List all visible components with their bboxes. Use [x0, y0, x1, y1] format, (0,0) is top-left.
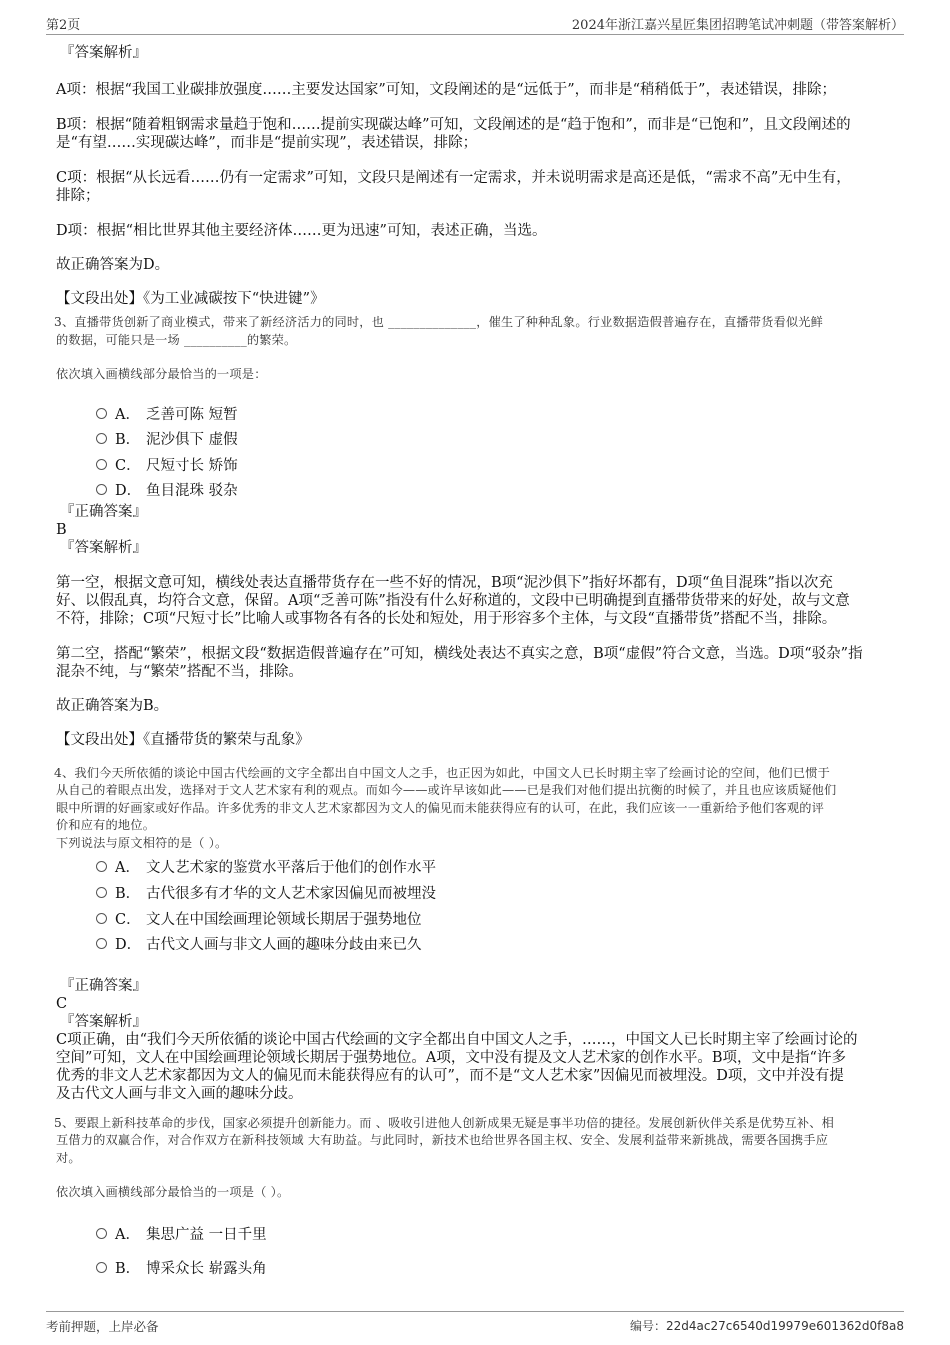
q3-conclusion: 故正确答案为B。 — [56, 697, 169, 714]
page-number: 第2页 — [46, 18, 81, 33]
option-text: 乏善可陈 短暂 — [146, 406, 238, 423]
radio-button[interactable] — [96, 433, 107, 444]
q3-analysis-heading: 『答案解析』 — [60, 539, 147, 556]
q2-analysis-b-line2: 是“有望……实现碳达峰”，而非是“提前实现”，表述错误，排除； — [56, 135, 478, 151]
option-letter: B． — [115, 885, 141, 902]
q2-analysis-c-line1: C项：根据“从长远看……仍有一定需求”可知，文段只是阐述有一定需求，并未说明需求是高还是低，“需求不高”无中生有， — [56, 170, 851, 186]
q5-stem-line1: 5、要跟上新科技革命的步伐，国家必须提升创新能力。而 、吸收引进他人创新成果无疑是事半功倍的捷径。发展创新伙伴关系是优势互补、相 — [54, 1115, 835, 1130]
q3-source: 【文段出处】《直播带货的繁荣与乱象》 — [56, 731, 310, 748]
option-letter: C． — [115, 457, 141, 474]
option-letter: D． — [115, 937, 142, 954]
q5-stem-line2: 互借力的双赢合作，对合作双方在新科技领域 大有助益。与此同时，新技术也给世界各国主权、安全、发展利益带来新挑战，需要各国携手应 — [56, 1133, 829, 1148]
q3-analysis-blank1-line3: 不符，排除；C项“尺短寸长”比喻人或事物各有各的长处和短处，用于形容多个主体，与文段“直播带货”搭配不当，排除。 — [56, 610, 837, 627]
option-text: 集思广益 一日千里 — [146, 1226, 267, 1243]
radio-button[interactable] — [96, 1262, 107, 1273]
radio-button[interactable] — [96, 913, 107, 924]
q2-conclusion: 故正确答案为D。 — [56, 257, 170, 273]
option-text: 古代文人画与非文人画的趣味分歧由来已久 — [146, 937, 422, 954]
q4-stem-line4: 价和应有的地位。 — [56, 818, 156, 833]
q3-analysis-blank1-line1: 第一空，根据文意可知，横线处表达直播带货存在一些不好的情况，B项“泥沙俱下”指好坏都有，D项“鱼目混珠”指以次充 — [56, 574, 833, 591]
q3-stem-line1: 3、直播带货创新了商业模式，带来了新经济活力的同时，也 ______________，催生了种种乱象。行业数据造假普遍存在，直播带货看似光鲜 — [54, 315, 824, 329]
q3-analysis-blank2-line1: 第二空，搭配“繁荣”，根据文段“数据造假普遍存在”可知，横线处表达不真实之意，B项“虚假”符合文意，当选。D项“驳杂”指 — [56, 645, 863, 662]
radio-button[interactable] — [96, 459, 107, 470]
document-id: 编号：22d4ac27c6540d19979e601362d0f8a8 — [630, 1319, 904, 1333]
q4-stem-line3: 眼中所谓的好画家或好作品。许多优秀的非文人艺术家都因为文人的偏见而未能获得应有的认可，在此，我们应该一一重新给予他们客观的评 — [56, 800, 825, 815]
radio-button[interactable] — [96, 938, 107, 949]
q5-option-b[interactable] — [56, 1255, 894, 1281]
option-text: 文人艺术家的鉴赏水平落后于他们的创作水平 — [146, 860, 436, 877]
option-letter: A． — [115, 860, 140, 877]
q3-analysis-blank1-line2: 好、以假乱真，均符合文意，保留。A项“乏善可陈”指没有什么好称道的，文段中已明确提到直播带货带来的好处，故与文意 — [56, 592, 850, 609]
q4-stem-line2: 从自己的着眼点出发，选择对于文人艺术家有利的观点。而如今——或许早该如此——已是我们对他们提出抗衡的时候了，并且也应该质疑他们 — [56, 783, 837, 798]
q2-analysis-heading: 『答案解析』 — [60, 45, 147, 61]
option-letter: D． — [115, 483, 142, 500]
q3-answer-heading: 『正确答案』 — [60, 503, 147, 520]
q3-answer: B — [56, 521, 67, 538]
q4-stem-line1: 4、我们今天所依循的谈论中国古代绘画的文字全都出自中国文人之手，也正因为如此，中国文人已长时期主宰了绘画讨论的空间，他们已惯于 — [54, 765, 830, 780]
option-letter: A． — [115, 1226, 140, 1243]
q4-prompt: 下列说法与原文相符的是（ ）。 — [56, 835, 228, 850]
option-letter: C． — [115, 911, 141, 928]
option-text: 古代很多有才华的文人艺术家因偏见而被埋没 — [146, 885, 436, 902]
q2-source: 【文段出处】《为工业减碳按下“快进键”》 — [56, 291, 325, 307]
q2-analysis-c-line2: 排除； — [56, 188, 100, 204]
footer-slogan: 考前押题，上岸必备 — [46, 1319, 159, 1334]
radio-button[interactable] — [96, 408, 107, 419]
q4-answer: C — [56, 995, 68, 1012]
q4-option-b[interactable] — [56, 880, 894, 906]
q3-option-a[interactable] — [56, 401, 894, 427]
q3-stem-line2: 的数据，可能只是一场 __________的繁荣。 — [56, 332, 297, 347]
option-letter: B． — [115, 1260, 141, 1277]
q3-option-b[interactable] — [56, 426, 894, 452]
option-text: 博采众长 崭露头角 — [146, 1260, 267, 1277]
q4-option-c[interactable] — [56, 906, 894, 932]
q4-analysis-line2: 空间”可知，文人在中国绘画理论领域长期居于强势地位。A项，文中没有提及文人艺术家的创作水平。B项，文中是指“许多 — [56, 1049, 846, 1066]
q3-option-d[interactable] — [56, 477, 894, 503]
q5-stem-line3: 对。 — [56, 1150, 81, 1165]
page-footer — [46, 1311, 904, 1336]
q4-analysis-line1: C项正确，由“我们今天所依循的谈论中国古代绘画的文字全都出自中国文人之手，……，中国文人已长时期主宰了绘画讨论的 — [56, 1031, 858, 1048]
q3-analysis-blank2-line2: 混杂不纯，与“繁荣”搭配不当，排除。 — [56, 663, 303, 680]
radio-button[interactable] — [96, 484, 107, 495]
q2-analysis-a: A项：根据“我国工业碳排放强度……主要发达国家”可知，文段阐述的是“远低于”，而非是“稍稍低于”，表述错误，排除； — [56, 82, 836, 98]
page-header — [46, 12, 904, 35]
radio-button[interactable] — [96, 887, 107, 898]
q5-prompt: 依次填入画横线部分最恰当的一项是（ ）。 — [56, 1185, 290, 1200]
q4-option-a[interactable] — [56, 854, 894, 880]
option-letter: B． — [115, 432, 141, 449]
q4-answer-heading: 『正确答案』 — [60, 977, 147, 994]
q4-analysis-line3: 优秀的非文人艺术家都因为文人的偏见而未能获得应有的认可”，而不是“文人艺术家”因偏见而被埋没。D项，文中并没有提 — [56, 1067, 844, 1084]
q5-option-a[interactable] — [56, 1221, 894, 1255]
option-text: 文人在中国绘画理论领域长期居于强势地位 — [146, 911, 422, 928]
document-title: 2024年浙江嘉兴星匠集团招聘笔试冲刺题（带答案解析） — [571, 18, 904, 33]
option-text: 尺短寸长 矫饰 — [146, 457, 238, 474]
q2-analysis-b-line1: B项：根据“随着粗钢需求量趋于饱和……提前实现碳达峰”可知，文段阐述的是“趋于饱和”，而非是“已饱和”，且文段阐述的 — [56, 117, 851, 133]
document-body — [56, 44, 894, 1280]
option-text: 鱼目混珠 驳杂 — [146, 483, 238, 500]
option-letter: A． — [115, 406, 140, 423]
q3-prompt: 依次填入画横线部分最恰当的一项是： — [56, 367, 267, 381]
q2-analysis-d: D项：根据“相比世界其他主要经济体……更为迅速”可知，表述正确，当选。 — [56, 223, 547, 239]
q4-analysis-heading: 『答案解析』 — [60, 1013, 147, 1030]
radio-button[interactable] — [96, 861, 107, 872]
q3-option-c[interactable] — [56, 452, 894, 478]
q4-option-d[interactable] — [56, 931, 894, 957]
option-text: 泥沙俱下 虚假 — [146, 432, 238, 449]
radio-button[interactable] — [96, 1228, 107, 1239]
q4-analysis-line4: 及古代文人画与非文入画的趣味分歧。 — [56, 1085, 303, 1102]
